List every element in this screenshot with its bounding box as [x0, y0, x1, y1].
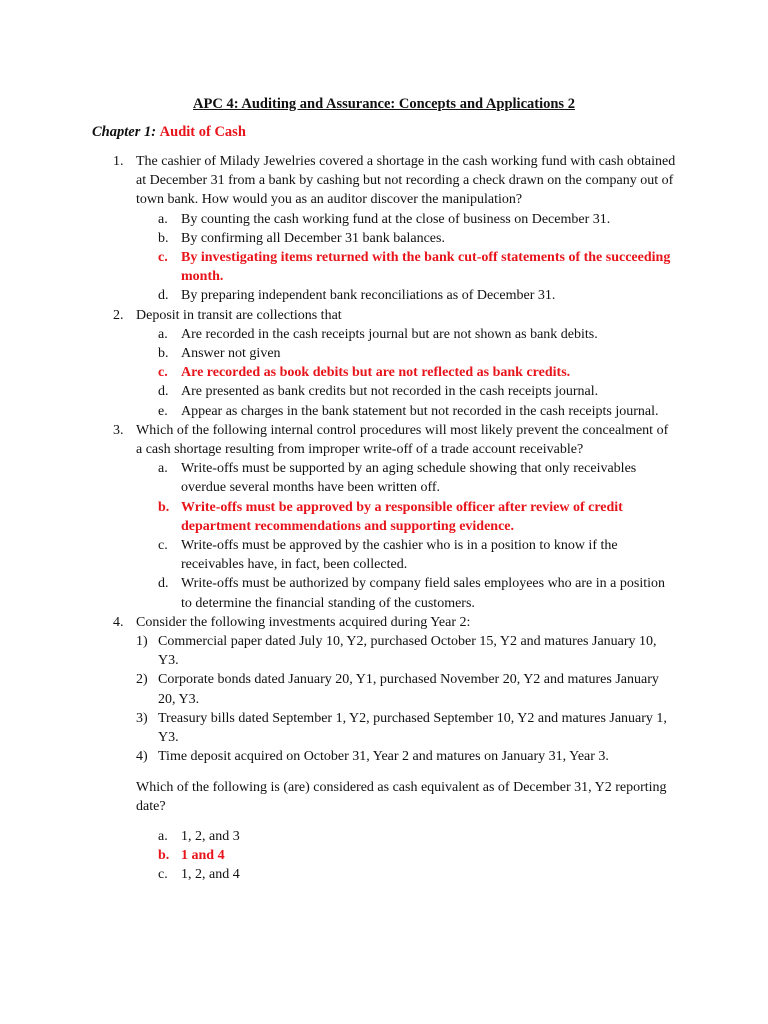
item-text: Commercial paper dated July 10, Y2, purchased October 15, Y2 and matures January 10, Y3.	[158, 634, 657, 669]
option-label: b.	[158, 346, 169, 362]
question-text: Consider the following investments acquired during Year 2:	[136, 614, 471, 630]
question-3	[0, 421, 676, 459]
spacer	[0, 816, 768, 827]
option-label: d.	[158, 384, 169, 400]
item-text: Time deposit acquired on October 31, Year 2 and matures on January 31, Year 3.	[158, 749, 609, 765]
item-text: Treasury bills dated September 1, Y2, purchased September 10, Y2 and matures January 1, Y3.	[158, 710, 667, 746]
option-text: 1, 2, and 3	[181, 828, 240, 844]
investment-item-4	[0, 747, 676, 766]
question-1-option-c-answer	[0, 248, 676, 286]
option-label: a.	[158, 461, 168, 477]
option-text: Write-offs must be approved by the cashier who is in a position to know if the receivables have, in fact, been collected.	[181, 538, 618, 573]
option-label: d.	[158, 576, 169, 592]
question-4-followup: Which of the following is (are) considered as cash equivalent as of December 31, Y2 reporting date?	[136, 779, 667, 814]
question-2-option-a	[0, 325, 676, 344]
question-2-option-e	[0, 402, 676, 421]
question-1	[0, 152, 676, 210]
question-list	[0, 152, 768, 885]
question-4	[0, 613, 676, 632]
option-label: c.	[158, 538, 168, 554]
question-text: Deposit in transit are collections that	[136, 307, 342, 323]
option-label: b.	[158, 230, 169, 246]
question-3-option-c	[0, 536, 676, 574]
option-text: Are recorded as book debits but are not reflected as bank credits.	[181, 365, 571, 381]
question-text: The cashier of Milady Jewelries covered a shortage in the cash working fund with cash obtained at December 31 from a bank by cashing but not recording a check drawn on the company out of town bank. How would you as an auditor discover the manipulation?	[136, 154, 676, 208]
question-1-option-d	[0, 286, 676, 305]
item-label: 4)	[136, 749, 148, 765]
chapter-name: Audit of Cash	[159, 124, 246, 140]
question-number: 1.	[113, 154, 124, 169]
option-text: Write-offs must be supported by an aging schedule showing that only receivables overdue several months have been written off.	[181, 461, 637, 496]
option-label: a.	[158, 828, 168, 844]
chapter-label: Chapter 1:	[92, 124, 157, 140]
option-label: c.	[158, 250, 168, 266]
question-3-option-d	[0, 574, 676, 612]
option-text: By confirming all December 31 bank balances.	[181, 230, 445, 246]
option-text: Appear as charges in the bank statement but not recorded in the cash receipts journal.	[181, 403, 659, 419]
chapter-heading	[92, 123, 246, 142]
option-text: Answer not given	[181, 346, 281, 362]
question-4-option-a	[0, 827, 676, 846]
question-3-option-a	[0, 459, 676, 497]
option-text: 1, 2, and 4	[181, 867, 240, 883]
question-4-option-c	[0, 865, 676, 884]
investment-item-2	[0, 670, 676, 708]
investment-item-1	[0, 632, 676, 670]
investment-item-3	[0, 709, 676, 747]
document-title: APC 4: Auditing and Assurance: Concepts and Applications 2	[193, 96, 575, 112]
item-label: 2)	[136, 672, 148, 688]
question-2-option-c-answer	[0, 363, 676, 382]
option-text: 1 and 4	[181, 848, 225, 864]
option-label: c.	[158, 867, 168, 883]
option-text: Are recorded in the cash receipts journal but are not shown as bank debits.	[181, 326, 598, 342]
item-label: 1)	[136, 634, 148, 650]
question-number: 3.	[113, 422, 124, 438]
option-label: e.	[158, 403, 168, 419]
option-label: b.	[158, 848, 170, 864]
question-1-option-a	[0, 210, 676, 229]
question-number: 4.	[113, 614, 124, 630]
question-3-option-b-answer	[0, 498, 676, 536]
option-text: Write-offs must be authorized by company field sales employees who are in a position to determine the financial standing of the customers.	[181, 576, 665, 611]
question-2-option-d	[0, 382, 676, 401]
question-1-option-b	[0, 229, 676, 248]
option-label: d.	[158, 288, 169, 304]
option-label: a.	[158, 211, 168, 227]
question-2	[0, 306, 676, 325]
question-text: Which of the following internal control procedures will most likely prevent the concealment of a cash shortage resulting from improper write-off of a trade account receivable?	[136, 422, 669, 458]
option-text: Write-offs must be approved by a responsible officer after review of credit department recommendations and supporting evidence.	[181, 499, 623, 534]
option-text: Are presented as bank credits but not recorded in the cash receipts journal.	[181, 384, 599, 400]
option-label: b.	[158, 499, 170, 515]
question-2-option-b	[0, 344, 676, 363]
question-4-option-b-answer	[0, 846, 676, 865]
option-label: c.	[158, 365, 168, 381]
option-text: By preparing independent bank reconciliations as of December 31.	[181, 288, 556, 304]
item-label: 3)	[136, 710, 148, 726]
question-number: 2.	[113, 307, 124, 323]
item-text: Corporate bonds dated January 20, Y1, purchased November 20, Y2 and matures January 20, Y3.	[158, 672, 659, 707]
option-label: a.	[158, 326, 168, 342]
option-text: By counting the cash working fund at the close of business on December 31.	[181, 211, 611, 227]
option-text: By investigating items returned with the bank cut-off statements of the succeeding month.	[181, 250, 671, 285]
